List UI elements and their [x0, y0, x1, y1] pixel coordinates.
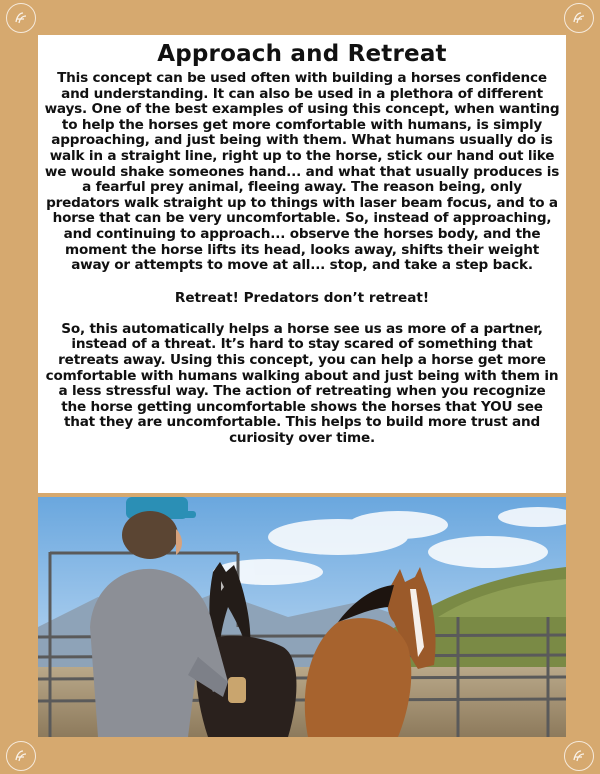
corner-ornament-top-right: [564, 3, 594, 33]
monogram-icon: [11, 8, 31, 28]
body-paragraph-2: So, this automatically helps a horse see us as more of a partner, instead of a threat. It’s hard to stay scared of something that retreats away. Using this concept, you can help a horse get more comfortable with humans walking about and just being with them in a less stressful way. The action of retreating when you recognize the horse getting uncomfortable shows the horses that YOU see that they are uncomfortable. This helps to build more trust and curiosity over time.: [45, 320, 559, 446]
photo-illustration: [38, 497, 566, 737]
corner-ornament-top-left: [6, 3, 36, 33]
corner-ornament-bottom-right: [564, 741, 594, 771]
monogram-icon: [569, 8, 589, 28]
page-title: Approach and Retreat: [157, 41, 447, 67]
text-panel: [38, 35, 566, 493]
emphasis-line: Retreat! Predators don’t retreat!: [174, 289, 430, 306]
horse-photo: [38, 497, 566, 737]
body-paragraph-1: This concept can be used often with building a horses confidence and understanding. It can also be used in a plethora of different ways. One of the best examples of using this concept, when wanting to help the horses get more comfortable with humans, is simply approaching, and just being with them. What humans usually do is walk in a straight line, right up to the horse, stick our hand out like we would shake someones hand... and what that usually produces is a fearful prey animal, fleeing away. The reason being, only predators walk straight up to things with laser beam focus, and to a horse that can be very uncomfortable. So, instead of approaching, and continuing to approach... observe the horses body, and the moment the horse lifts its head, looks away, shifts their weight away or attempts to move at all... stop, and take a step back.: [44, 70, 560, 274]
corner-ornament-bottom-left: [6, 741, 36, 771]
monogram-icon: [569, 746, 589, 766]
monogram-icon: [11, 746, 31, 766]
